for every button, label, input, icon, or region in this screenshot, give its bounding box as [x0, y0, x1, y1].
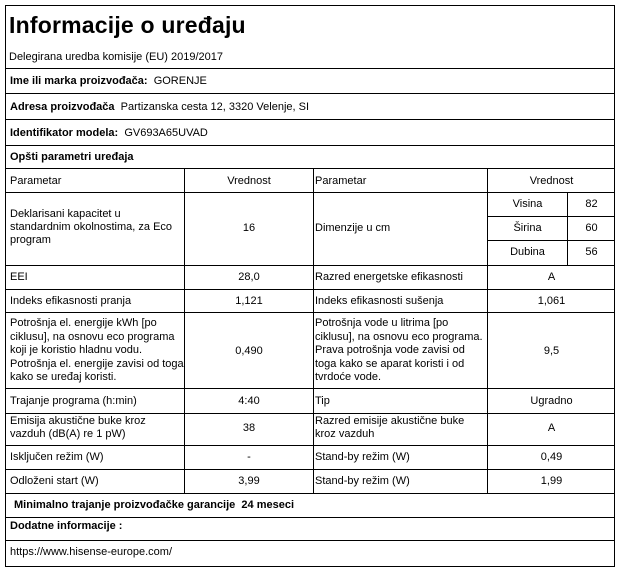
eei-value: 28,0: [238, 271, 260, 283]
delay-start-value: 3,99: [238, 475, 260, 487]
noise-class-value: A: [547, 422, 556, 434]
wash-index-label: Indeks efikasnosti pranja: [10, 295, 132, 307]
column-divider: [313, 168, 314, 493]
energy-consumption-label: Potrošnja el. energije kWh [po ciklusu], na osnovu eco programa koji je koristio hladnu vodu. Potrošnja el. energije zavisi od toga kako se uređaj koristi.: [10, 317, 184, 383]
width-label: Širina: [513, 222, 542, 234]
model-value: GV693A65UVAD: [124, 127, 208, 139]
divider: [5, 119, 615, 120]
standby-label: Stand-by režim (W): [315, 451, 410, 463]
water-consumption-label: Potrošnja vode u litrima [po ciklusu], na osnovu eco programa. Prava potrošnja vode zavisi od toga kako se aparat koristi i od tvrdoće vode.: [315, 317, 483, 383]
off-mode-label: Isključen režim (W): [10, 451, 104, 463]
height-label: Visina: [512, 198, 543, 210]
width-value: 60: [585, 222, 598, 234]
divider: [5, 265, 615, 266]
standby-label-2: Stand-by režim (W): [315, 475, 410, 487]
divider: [5, 445, 615, 446]
duration-label: Trajanje programa (h:min): [10, 395, 137, 407]
duration-value: 4:40: [238, 395, 260, 407]
warranty-row: [14, 499, 294, 511]
model-label: Identifikator modela:: [10, 127, 119, 139]
depth-label: Dubina: [510, 246, 545, 258]
supplier-address-label: Adresa proizvođača: [10, 101, 115, 113]
dry-index-value: 1,061: [537, 295, 566, 307]
warranty-value: 24 meseci: [241, 499, 295, 511]
info-url[interactable]: https://www.hisense-europe.com/: [10, 546, 173, 558]
divider: [5, 388, 615, 389]
energy-class-label: Razred energetske efikasnosti: [315, 271, 463, 283]
divider: [5, 145, 615, 146]
column-divider: [487, 168, 488, 493]
supplier-address-row: [10, 101, 309, 113]
delay-start-label: Odloženi start (W): [10, 475, 99, 487]
dimensions-label: Dimenzije u cm: [315, 222, 391, 234]
noise-label: Emisija akustične buke kroz vazduh (dB(A) re 1 pW): [10, 415, 146, 440]
capacity-value: 16: [242, 222, 256, 234]
capacity-label: Deklarisani kapacitet u standardnim okolnostima, za Eco program: [10, 208, 173, 246]
height-value: 82: [585, 198, 598, 210]
column-divider: [184, 168, 185, 493]
supplier-name-row: [10, 75, 207, 87]
supplier-name-label: Ime ili marka proizvođača:: [10, 75, 148, 87]
info-row: [10, 520, 122, 532]
energy-consumption-value: 0,490: [235, 345, 263, 357]
dry-index-label: Indeks efikasnosti sušenja: [315, 295, 444, 307]
regulation-text: Delegirana uredba komisije (EU) 2019/2017: [9, 51, 224, 63]
divider: [5, 289, 615, 290]
divider: [5, 469, 615, 470]
divider: [5, 540, 615, 541]
noise-value: 38: [242, 422, 256, 434]
section-title-row: [10, 151, 134, 163]
section-title: Opšti parametri uređaja: [10, 151, 134, 163]
divider: [5, 312, 615, 313]
header-param-1: Parametar: [10, 175, 62, 187]
additional-info-label: Dodatne informacije :: [10, 520, 123, 532]
divider: [5, 517, 615, 518]
wash-index-value: 1,121: [235, 295, 263, 307]
standby-value: 0,49: [540, 451, 563, 463]
water-consumption-value: 9,5: [543, 345, 560, 357]
type-label: Tip: [315, 395, 330, 407]
supplier-name-value: GORENJE: [153, 75, 207, 87]
depth-value: 56: [585, 246, 598, 258]
divider: [5, 493, 615, 494]
standby-value-2: 1,99: [540, 475, 563, 487]
eei-label: EEI: [10, 271, 28, 283]
divider: [5, 168, 615, 169]
off-mode-value: -: [247, 451, 251, 463]
noise-class-label: Razred emisije akustične buke kroz vazduh: [315, 415, 465, 440]
header-value-1: Vrednost: [227, 175, 271, 187]
warranty-label: Minimalno trajanje proizvođačke garancije: [14, 499, 236, 511]
divider: [5, 68, 615, 69]
type-value: Ugradno: [530, 395, 573, 407]
divider: [488, 240, 615, 241]
header-value-2: Vrednost: [529, 175, 574, 187]
divider: [5, 93, 615, 94]
page-title: Informacije o uređaju: [9, 12, 246, 38]
divider: [488, 216, 615, 217]
supplier-address-value: Partizanska cesta 12, 3320 Velenje, SI: [120, 101, 310, 113]
header-param-2: Parametar: [315, 175, 367, 187]
model-row: [10, 127, 208, 139]
divider: [5, 413, 615, 414]
energy-class-value: A: [547, 271, 556, 283]
divider: [5, 192, 615, 193]
